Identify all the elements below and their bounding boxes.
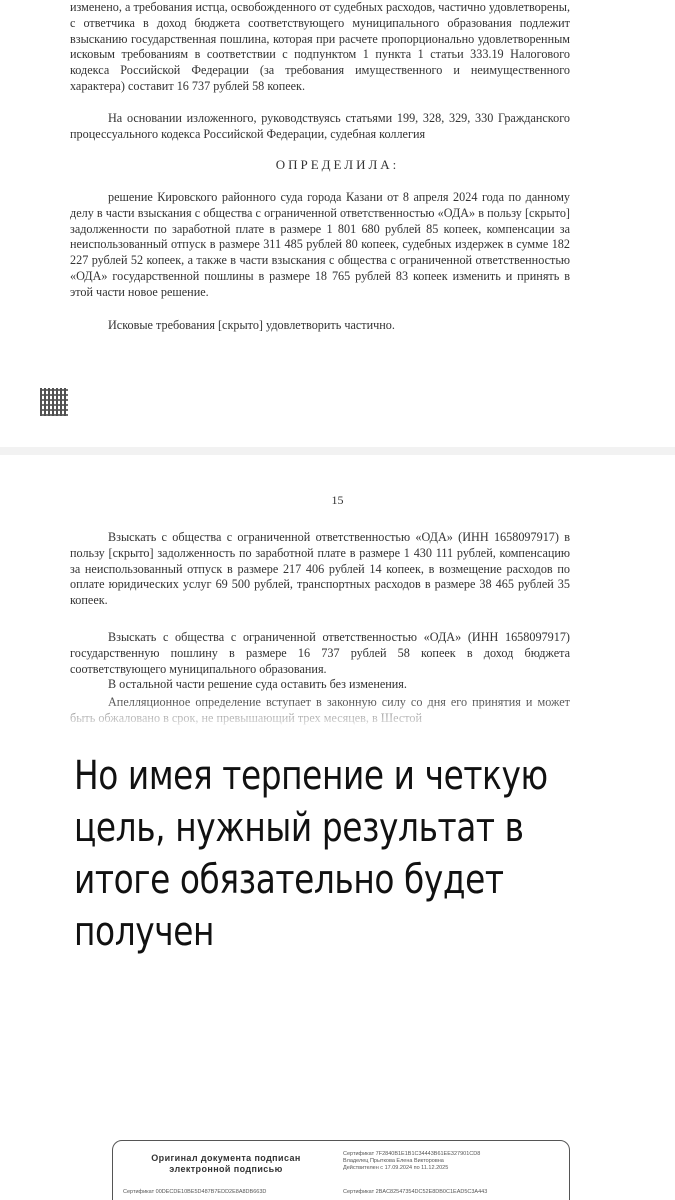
paragraph-decision: решение Кировского районного суда города Казани от 8 апреля 2024 года по данному делу в части взыскания с общества с ограниченной ответственностью «ОДА» в пользу [скрыто] задолженности по заработной плате в размере 1 801 680 рублей 85 копеек, компенсации за неиспользованный отпуск в размере 311 485 рублей 80 копеек, судебных издержек в сумме 182 227 рублей 52 копеек, а также в части взыскания с общества с ограниченной ответственностью «ОДА» государственной пошлины в размере 18 765 рублей 83 копеек изменить и принять в этой части новое решение. [70,190,570,299]
paragraph-state-duty: изменено, а требования истца, освобожденного от судебных расходов, частично удовлетворены, с ответчика в доход бюджета соответствующего муниципального образования подлежит взысканию государственная пошлина, которая при расчете пропорционально удовлетворенным исковым требованиям в соответствии с подпунктом 1 пункта 1 статьи 333.19 Налогового кодекса Российской Федерации (за требования имущественного и неимущественного характера) составит 16 737 рублей 58 копеек. [70,0,570,93]
stamp-cert-line: Сертификат 7F2840B1E1B1C34443B61EE327901CD8 [343,1151,481,1157]
stamp-cert-left: Сертификат 00DECDE10BE5D487B7EDD2E8A8DB663D [123,1189,267,1195]
paragraph-duty: Взыскать с общества с ограниченной ответственностью «ОДА» (ИНН 1658097917) государственную пошлину в размере 16 737 рублей 58 копеек в доход бюджета соответствующего муниципального образования. [70,630,570,676]
paragraph-grounds: На основании изложенного, руководствуясь статьями 199, 328, 329, 330 Гражданского процессуального кодекса Российской Федерации, судебная коллегия [70,111,570,141]
stamp-valid-line: Действителен с 17.09.2024 по 11.12.2025 [343,1165,449,1171]
document-page-top [30,0,645,447]
paragraph-claims: Исковые требования [скрыто] удовлетворить частично. [108,318,395,332]
stamp-owner-line: Владелец Прыткова Елена Викторовна [343,1158,444,1164]
stamp-title: Оригинал документа подписан электронной подписью [151,1153,301,1174]
paragraph-effective: Апелляционное определение вступает в законную силу со дня его принятия и может быть обжаловано в срок, не превышающий трех месяцев, в Шестой [70,695,570,725]
qr-code-icon [40,388,68,416]
page-separator [0,447,675,455]
electronic-signature-stamp [112,1140,570,1200]
decision-heading: ОПРЕДЕЛИЛА: [275,157,400,172]
page-number: 15 [331,493,344,507]
quote-overlay [52,728,612,955]
paragraph-recovery: Взыскать с общества с ограниченной ответственностью «ОДА» (ИНН 1658097917) в пользу [скрыто] задолженность по заработной плате в размере 1 430 111 рублей, компенсацию за неиспользованный отпуск в размере 217 406 рублей 14 копеек, в возмещение расходов по оплате юридических услуг 69 500 рублей, транспортных расходов в размере 38 465 рублей 35 копеек. [70,530,570,608]
stamp-cert-right: Сертификат 2BAC82547354DC52E8DB0C1EAD5C3A443 [343,1189,488,1195]
paragraph-remaining: В остальной части решение суда оставить без изменения. [108,677,407,691]
stamp-certificate-info [343,1151,563,1172]
quote-text: Но имея терпение и четкую цель, нужный результат в итоге обязательно будет получен [74,753,548,955]
